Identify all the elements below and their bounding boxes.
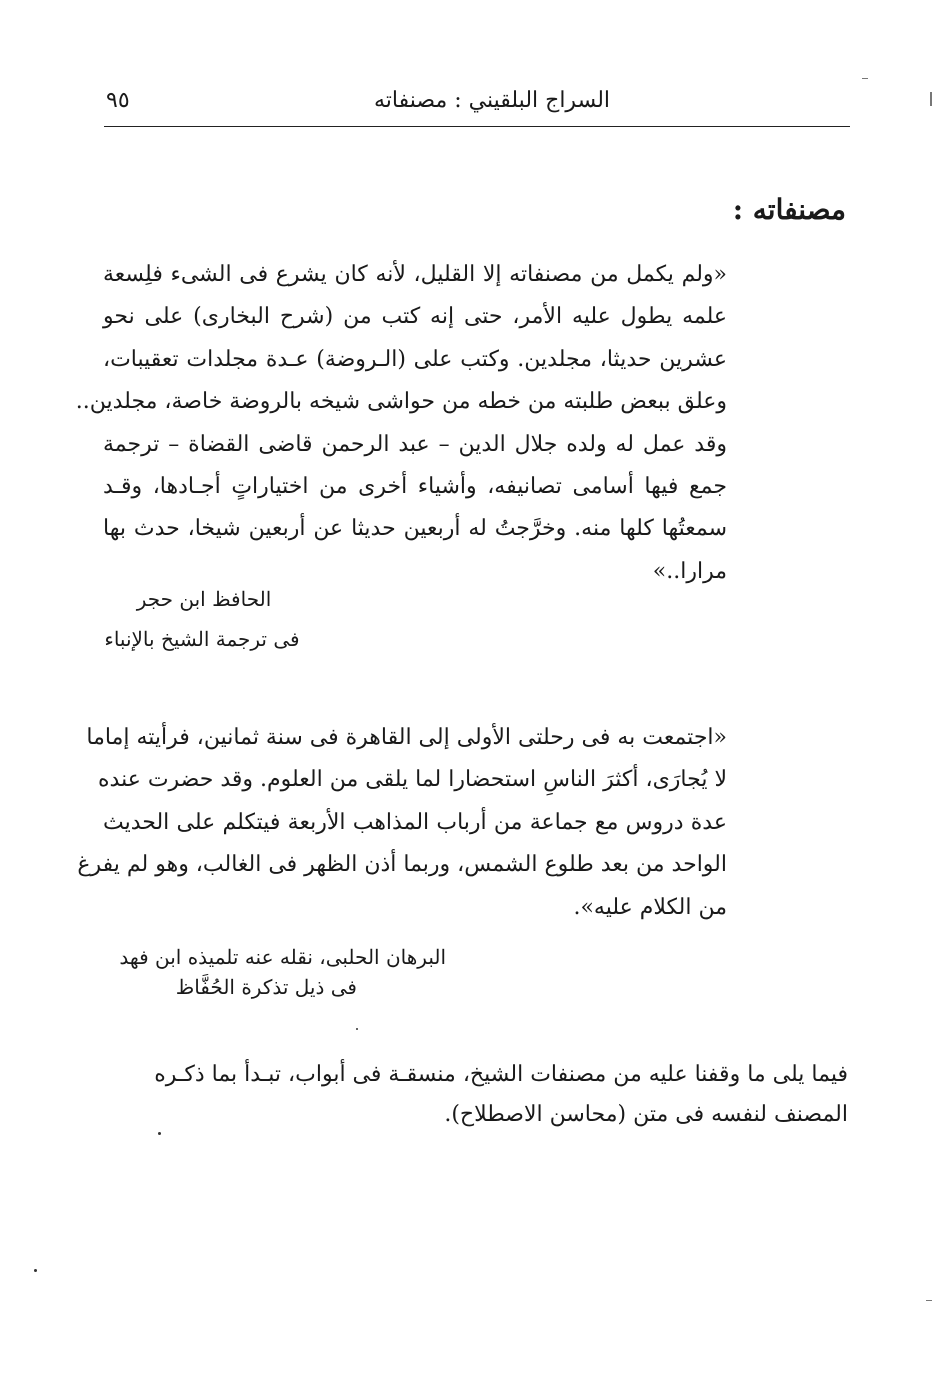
quote-line: وقد عمل له ولده جلال الدين – عبد الرحمن قاضى القضاة – ترجمة xyxy=(103,431,727,457)
quote-line: «اجتمعت به فى رحلتى الأولى إلى القاهرة فى سنة ثمانين، فرأيته إماما xyxy=(86,725,727,750)
section-heading: مصنفاته : xyxy=(732,193,846,226)
quote-ibn-hajar xyxy=(75,254,727,593)
quote-line: «ولم يكمل من مصنفاته إلا القليل، لأنه كان يشرع فى الشىء فلِسعة xyxy=(103,262,727,287)
scan-mark xyxy=(862,78,868,79)
page-header xyxy=(104,80,850,127)
quote-line: علمه يطول عليه الأمر، حتى إنه كتب من (شرح البخارى) على نحو xyxy=(103,304,727,330)
scan-speck xyxy=(34,1269,37,1272)
scan-speck xyxy=(356,1028,358,1030)
quote-line: سمعتُها كلها منه. وخرَّجتُ له أربعين حديثا عن أربعين شيخا، حدث بها xyxy=(103,516,727,542)
quote-burhan-halabi xyxy=(77,717,727,929)
quote-line: عشرين حديثا، مجلدين. وكتب على (الـروضة) عـدة مجلدات تعقيبات، xyxy=(103,346,727,372)
quote-line: مرارا..» xyxy=(652,558,727,584)
attribution-source: فى ذيل تذكرة الحُفَّاظ xyxy=(175,975,357,999)
page-number: ٩٥ xyxy=(106,88,130,113)
quote-line: وعلق ببعض طلبته من خطه من حواشى شيخه بالروضة خاصة، مجلدين.. xyxy=(75,389,727,415)
attribution-source: فى ترجمة الشيخ بالإنباء xyxy=(104,627,300,651)
attribution-author: الحافظ ابن حجر xyxy=(136,587,272,611)
closing-paragraph: فيما يلى ما وقفنا عليه من مصنفات الشيخ، منسقـة فى أبواب، تبـدأ بما ذكـره المصنف لنفسه فى متن (محاسن الاصطلاح). xyxy=(154,1062,848,1127)
quote-line: لا يُجارَى، أكثرَ الناسِ استحضارا لما يلقى من العلوم. وقد حضرت عنده xyxy=(98,767,727,793)
scan-mark xyxy=(930,92,932,106)
quote-line: الواحد من بعد طلوع الشمس، وربما أذن الظهر فى الغالب، وهو لم يفرغ xyxy=(77,852,727,878)
scan-speck xyxy=(158,1132,161,1135)
quote-line: من الكلام عليه». xyxy=(573,894,727,920)
quote-line: عدة دروس مع جماعة من أرباب المذاهب الأربعة فيتكلم على الحديث xyxy=(103,809,727,835)
scan-mark xyxy=(926,1300,932,1301)
running-title: السراج البلقيني : مصنفاته xyxy=(374,88,611,113)
quote-line: جمع فيها أسامى تصانيفه، وأشياء أخرى من اختياراتٍ أجـادها، وقـد xyxy=(103,474,727,500)
attribution-author: البرهان الحلبى، نقله عنه تلميذه ابن فهد xyxy=(119,945,446,969)
